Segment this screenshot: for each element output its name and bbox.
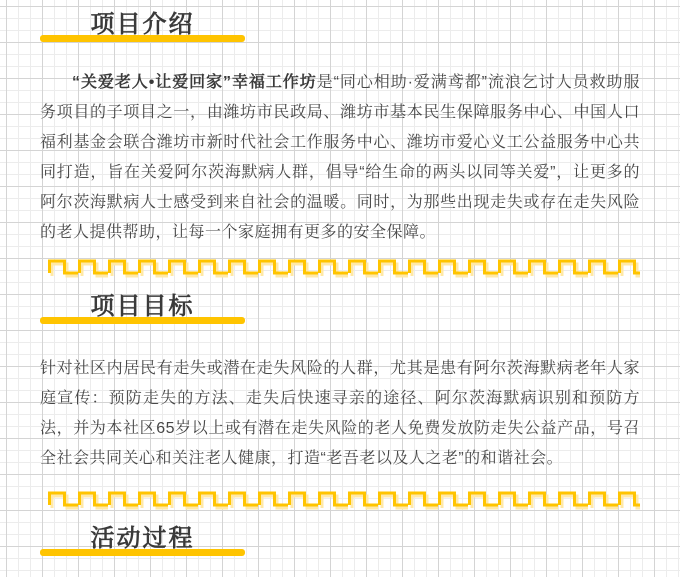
section-process xyxy=(40,526,640,556)
intro-paragraph-lead: “关爱老人•让爱回家”幸福工作坊 xyxy=(72,74,317,91)
intro-paragraph-body: 是“同心相助·爱满鸢都”流浪乞讨人员救助服务项目的子项目之一，由潍坊市民政局、潍坊市基本民生保障服务中心、中国人口福利基金会联合潍坊市新时代社会工作服务中心、潍坊市爱心义工公益服务中心共同打造，旨在关爱阿尔茨海默病人群，倡导“给生命的两头以同等关爱”，让更多的阿尔茨海默病人士感受到来自社会的温暖。同时，为那些出现走失或存在走失风险的老人提供帮助，让每一个家庭拥有更多的安全保障。 xyxy=(40,74,640,241)
section-intro xyxy=(40,12,640,248)
goals-heading xyxy=(40,294,245,324)
intro-paragraph xyxy=(40,68,640,248)
process-title: 活动过程 xyxy=(90,525,195,552)
section-goals xyxy=(40,294,640,474)
squarewave-divider xyxy=(48,256,640,278)
intro-heading xyxy=(40,12,245,42)
squarewave-divider-graphic xyxy=(48,488,640,510)
goals-paragraph: 针对社区内居民有走失或潜在走失风险的人群，尤其是患有阿尔茨海默病老年人家庭宣传：预防走失的方法、走失后快速寻亲的途径、阿尔茨海默病识别和预防方法，并为本社区65岁以上或有潜在走失风险的老人免费发放防走失公益产品，号召全社会共同关心和关注老人健康，打造“老吾老以及人之老”的和谐社会。 xyxy=(40,360,640,467)
squarewave-divider-graphic xyxy=(48,256,640,278)
goals-title: 项目目标 xyxy=(90,293,195,320)
squarewave-divider xyxy=(48,488,640,510)
process-heading xyxy=(40,526,245,556)
intro-title: 项目介绍 xyxy=(90,11,195,38)
